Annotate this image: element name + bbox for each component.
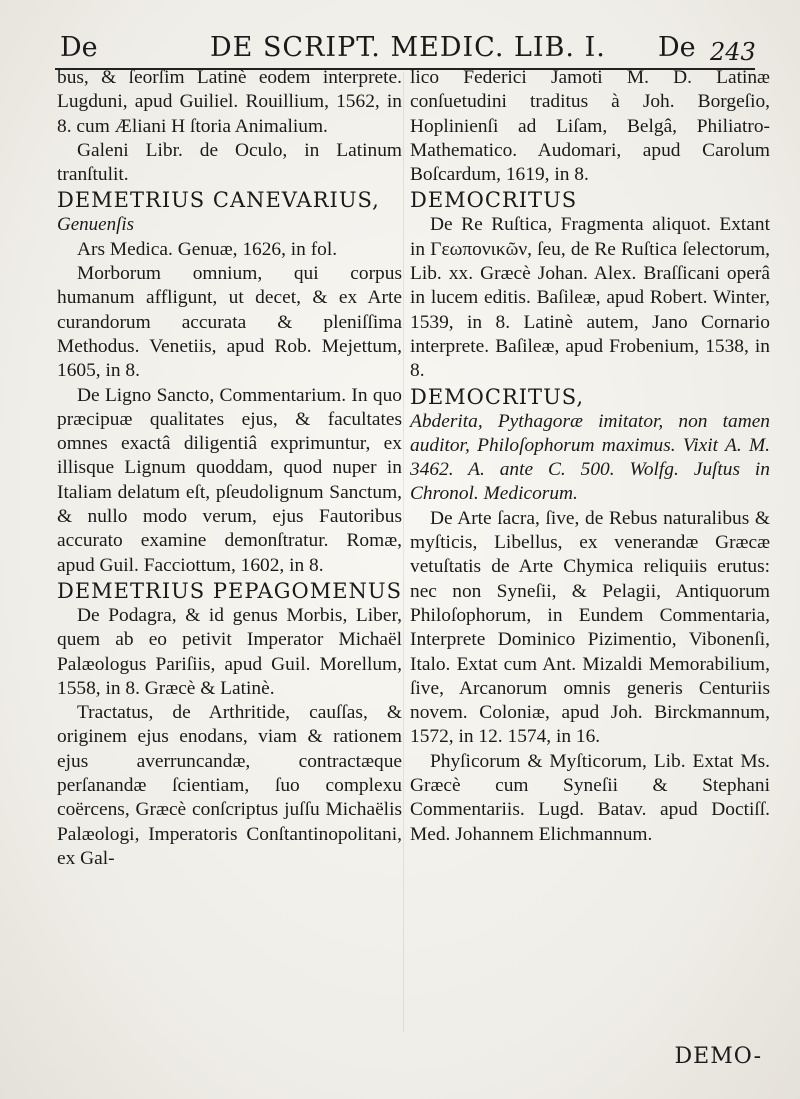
header-left-word: De: [60, 32, 98, 63]
right-column: [410, 66, 770, 847]
catchword: DEMO-: [674, 1044, 762, 1069]
author-heading: DEMOCRITUS,: [410, 384, 585, 409]
entry-text: De Podagra, & id genus Morbis, Liber, quem ab eo petivit Imperator Michaël Palæologus Pariſiis, apud Guil. Morellum, 1558, in 8. Græcè & Latinè.: [57, 604, 402, 699]
author-heading: DEMOCRITUS: [410, 188, 578, 213]
entry-text: De Arte ſacra, ſive, de Rebus naturalibus & myſticis, Libellus, ex venerandæ Græcæ vetuſtatis de Arte Chymica reliquiis erutus: nec non Syneſii, & Pelagii, Antiquorum Philoſophorum, in Eundem Commentaria, Interprete Dominico Pizimentio, Vibonenſi, Italo. Extat cum Ant. Mizaldi Memorabilium, ſive, Arcanorum omnis generis Centuriis novem. Coloniæ, apud Joh. Birckmannum, 1572, in 12. 1574, in 16.: [410, 507, 770, 748]
author-heading: DEMETRIUS PEPAGOMENUS: [57, 578, 402, 603]
entry-text: Phyſicorum & Myſticorum, Lib. Extat Ms. Græcè cum Syneſii & Stephani Commentariis. Lugd. Batav. apud Doctiſſ. Med. Johannem Elichmannum.: [410, 750, 770, 845]
entry-text: Ars Medica. Genuæ, 1626, in fol.: [77, 238, 338, 260]
entry-text: Morborum omnium, qui corpus humanum affligunt, ut decet, & ex Arte curandorum accurata & pleniſſima Methodus. Venetiis, apud Rob. Mejettum, 1605, in 8.: [57, 263, 402, 382]
author-description: Abderita, Pythagoræ imitator, non tamen auditor, Philoſophorum maximus. Vixit A. M. 3462. A. ante C. 500. Wolfg. Juſtus in Chronol. Medicorum.: [410, 410, 770, 505]
header-title: DE SCRIPT. MEDIC. LIB. I.: [210, 32, 606, 63]
author-heading: DEMETRIUS CANEVARIUS,: [57, 188, 380, 213]
entry-text: Galeni Libr. de Oculo, in Latinum tranſtulit.: [57, 139, 402, 186]
author-origin: Genuenſis: [57, 214, 135, 236]
entry-text: lico Federici Jamoti M. D. Latinæ conſuetudini traditus à Joh. Borgeſio, Hoplinienſi ad Liſam, Belgâ, Philiatro-Mathematico. Audomari, apud Carolum Boſcardum, 1619, in 8.: [410, 67, 770, 186]
entry-text: De Ligno Sancto, Commentarium. In quo præcipuæ qualitates ejus, & facultates omnes exactâ diligentiâ exprimuntur, ex illisque Lignum quoddam, quod nuper in Italiam delatum eſt, pſeudolignum Sanctum, & nullo modo verum, ejus Fautoribus accurato examine demonſtratur. Romæ, apud Guil. Facciottum, 1602, in 8.: [57, 384, 402, 576]
entry-text: De Re Ruſtica, Fragmenta aliquot. Extant in Γεωπονικῶν, ſeu, de Re Ruſtica ſelectorum, Lib. xx. Græcè Johan. Alex. Braſſicani operâ in lucem editis. Baſileæ, apud Robert. Winter, 1539, in 8. Latinè autem, Jano Cornario interprete. Baſileæ, apud Frobenium, 1538, in 8.: [410, 214, 770, 382]
column-gutter: [403, 72, 404, 1032]
entry-text: Tractatus, de Arthritide, cauſſas, & originem ejus enodans, viam & rationem ejus averruncandæ, contractæque perſanandæ ſcientiam, ſuo complexu coërcens, Græcè conſcriptus juſſu Michaëlis Palæologi, Imperatoris Conſtantinopolitani, ex Gal-: [57, 702, 402, 869]
running-header: [50, 30, 756, 70]
header-right-word: De: [658, 32, 696, 63]
entry-text: bus, & ſeorſim Latinè eodem interprete. Lugduni, apud Guiliel. Rouillium, 1562, in 8. cum Æliani H ſtoria Animalium.: [57, 67, 402, 137]
left-column: [57, 66, 402, 871]
page-number: 243: [710, 38, 756, 66]
